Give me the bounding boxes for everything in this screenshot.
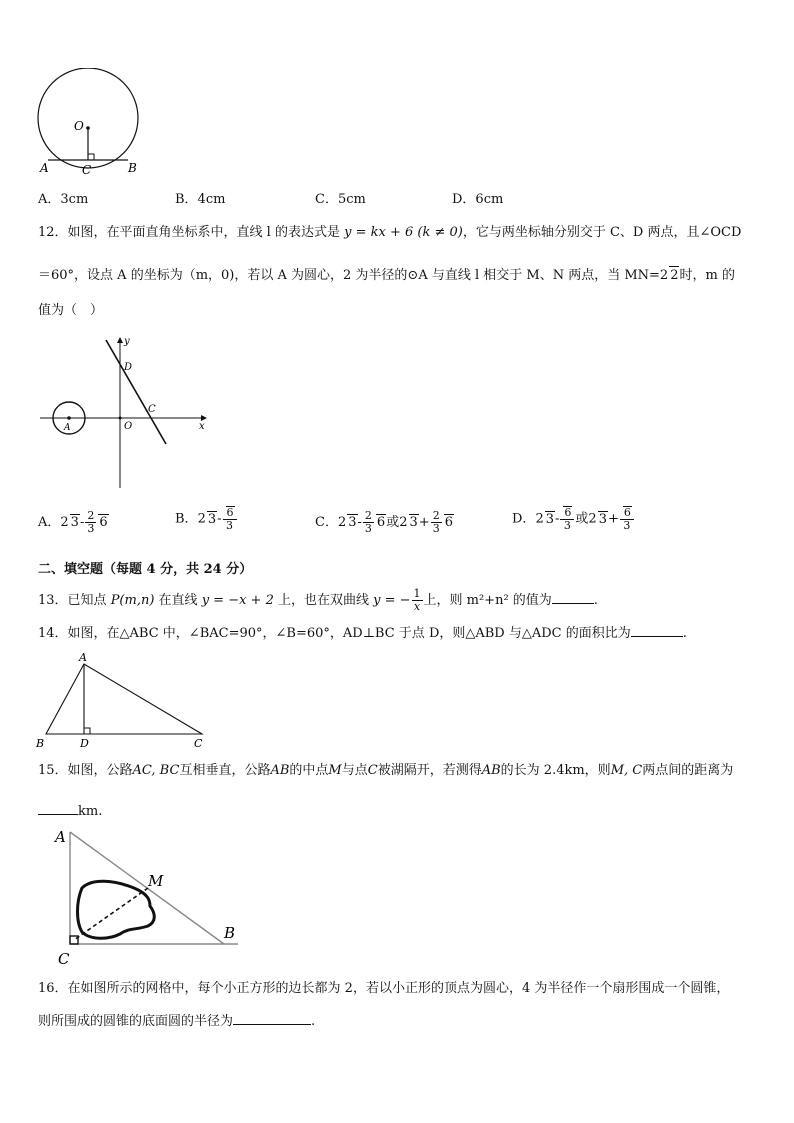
q11-right-angle-mark <box>88 154 94 160</box>
q15-line-1: 15．如图，公路AC, BC互相垂直，公路AB的中点M与点C被湖隔开，若测得AB的长为 2.4km，则M, C两点间的距离为 <box>38 763 734 778</box>
q11-label-c: C <box>82 163 92 177</box>
q11-option-d: D．6cm <box>452 192 504 207</box>
q11-option-a: A．3cm <box>38 192 89 207</box>
q15-label-b: B <box>224 924 236 942</box>
q12-option-c: C．2 3- $\frac{2}{3}$ 6或2 3+ $\frac{2}{3}$ 6 <box>315 509 453 535</box>
q12-point-a <box>67 416 71 420</box>
q14-triangle-abc <box>46 664 202 734</box>
q13-line: 13．已知点 P(m,n) 在直线 y = −x + 2 上，也在双曲线 y = − $\frac{1}{x}$ 上，则 m²+n² 的值为 . <box>38 587 598 613</box>
q14-triangle-figure <box>34 648 214 750</box>
q16-answer-blank[interactable] <box>233 1012 311 1025</box>
q11-option-b: B．4cm <box>175 192 226 207</box>
q12-label-x: x <box>199 421 205 432</box>
q12-line-3: 值为（ ） <box>38 303 104 318</box>
q12-line-1: 12．如图，在平面直角坐标系中，直线 l 的表达式是 y = kx + 6 (k ≠ 0)，它与两坐标轴分别交于 C、D 两点，且∠OCD <box>38 225 742 240</box>
q11-label-b: B <box>128 161 137 175</box>
q12-line-2: ＝60°，设点 A 的坐标为（m，0)，若以 A 为圆心，2 为半径的⊙A 与直线 l 相交于 M、N 两点，当 MN=2 2时，m 的 <box>38 268 735 283</box>
q12-label-c: C <box>148 404 156 415</box>
q14-line: 14．如图，在△ABC 中，∠BAC=90°，∠B=60°，AD⊥BC 于点 D，则△ABD 与△ADC 的面积比为 . <box>38 626 687 641</box>
q11-label-o: O <box>74 119 84 133</box>
q12-label-a: A <box>64 423 71 433</box>
q14-answer-blank[interactable] <box>631 624 683 637</box>
q12-option-b: B．2 3- $\frac{6}{3}$ <box>175 506 238 532</box>
q15-answer-blank[interactable] <box>38 802 78 815</box>
q12-label-o: O <box>124 421 133 432</box>
q12-label-d: D <box>124 362 133 373</box>
q14-label-b: B <box>36 737 45 750</box>
q11-label-a: A <box>40 161 49 175</box>
q15-segment-mc <box>74 888 148 940</box>
q12-line-l <box>106 340 166 444</box>
q15-road-figure <box>52 826 242 966</box>
q12-coordinate-figure <box>38 332 218 492</box>
q12-label-y: y <box>124 336 130 347</box>
q11-center-dot <box>86 126 90 130</box>
section-2-heading: 二、填空题（每题 4 分，共 24 分） <box>38 562 253 577</box>
q14-label-d: D <box>80 737 89 750</box>
q16-line-2: 则所围成的圆锥的底面圆的半径为 . <box>38 1014 316 1029</box>
q15-label-m: M <box>148 872 164 890</box>
q15-label-a: A <box>55 828 66 846</box>
q13-answer-blank[interactable] <box>552 591 594 604</box>
q14-right-angle-mark <box>84 728 90 734</box>
q15-label-c: C <box>58 950 70 966</box>
q11-option-c: C．5cm <box>315 192 366 207</box>
q14-label-c: C <box>194 737 203 750</box>
q15-line-2: km. <box>38 802 102 821</box>
q12-option-a: A．2 3- $\frac{2}{3}$ 6 <box>38 509 108 535</box>
q12-option-d: D．2 3- $\frac{6}{3}$ 或2 3+ $\frac{6}{3}$ <box>512 506 635 532</box>
q12-point-o <box>119 417 122 420</box>
q11-circle-figure <box>30 68 150 180</box>
q16-line-1: 16．在如图所示的网格中，每个小正方形的边长都为 2，若以小正形的顶点为圆心，4 为半径作一个扇形围成一个圆锥， <box>38 981 730 996</box>
q14-label-a: A <box>79 651 87 664</box>
